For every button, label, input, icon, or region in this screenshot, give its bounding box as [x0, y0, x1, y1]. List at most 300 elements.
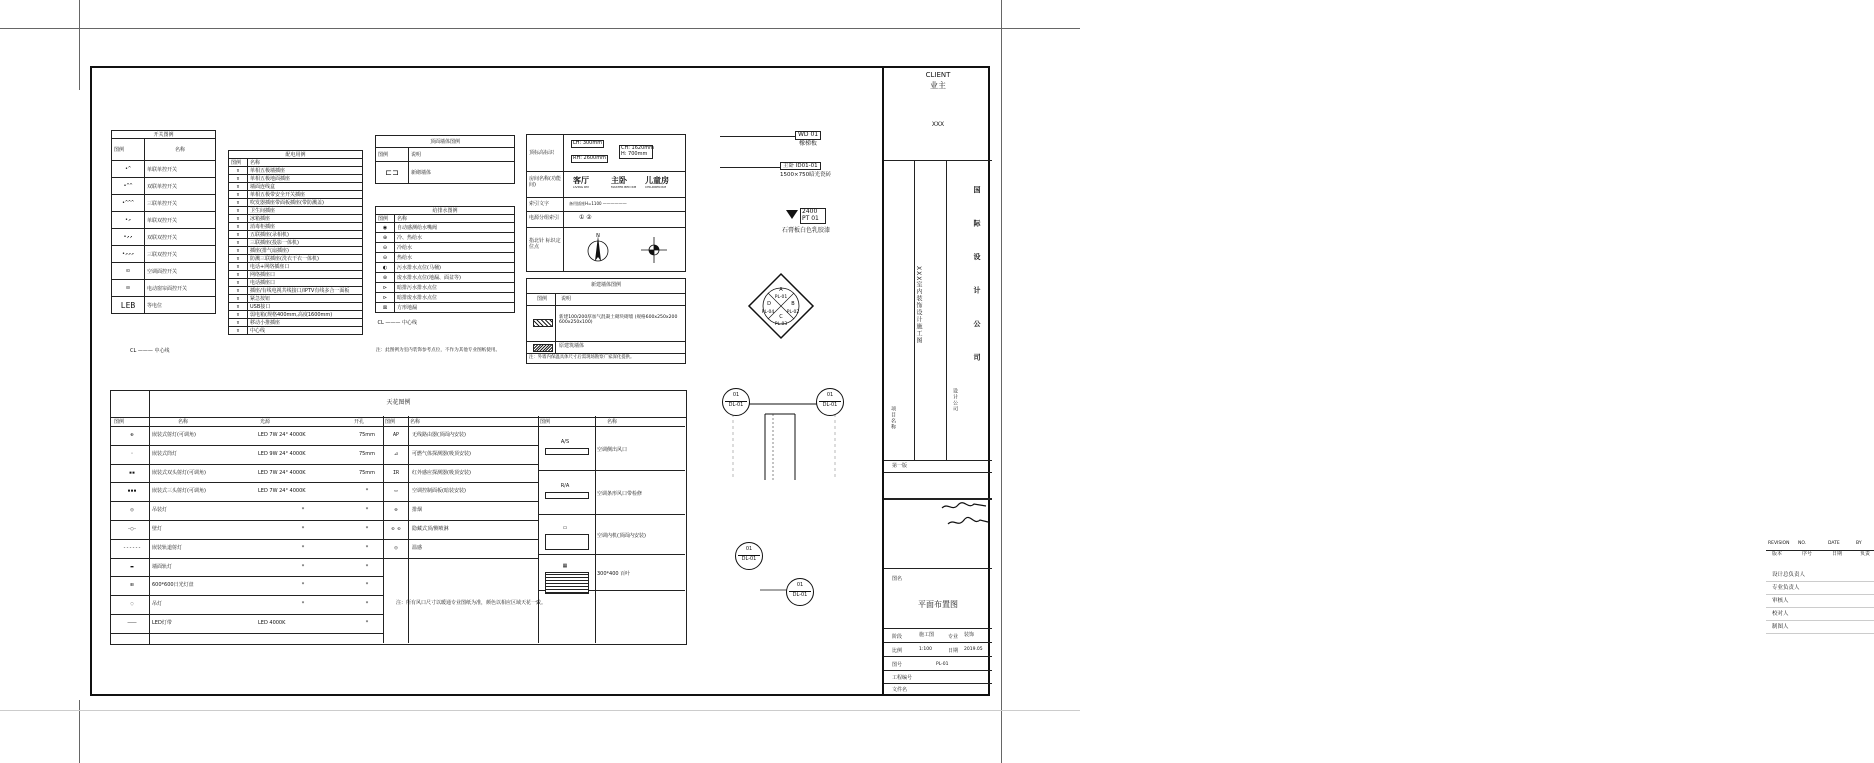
light-name: LED灯带 [152, 620, 172, 626]
revision-header-cn: 版本 [1772, 551, 1783, 557]
legend-name: 消毒柜插座 [248, 223, 363, 231]
index-label: 电源分组索引 [529, 215, 560, 221]
room-name-en: LIVING RM [573, 185, 589, 189]
vent-symbol: R/A [560, 483, 570, 489]
revision-header-cn: 负责 [1860, 551, 1871, 557]
light-symbol: ▪▪▪ [127, 488, 137, 495]
legend-name: 单相五极墙插座 [248, 167, 363, 175]
light-symbol: ——— [127, 620, 137, 626]
finish-code: 2400 PT 01 [800, 208, 826, 224]
device-symbol: ◎ [394, 544, 398, 551]
table-row [229, 303, 363, 311]
light-hole: 75mm [358, 469, 376, 476]
role-label: 制图人 [1772, 624, 1789, 630]
legend-name: 原建筑墙体 [559, 343, 585, 349]
role-label: 专业负责人 [1772, 585, 1800, 591]
elevation-tag: PL-03 [774, 322, 788, 327]
header: 图例 [112, 139, 145, 161]
table-row [229, 255, 363, 263]
light-source: LED 7W 24° 4000K [258, 488, 306, 495]
lighting-legend-title: 天花图例 [386, 399, 411, 406]
lighting-header: 图例 [540, 419, 551, 425]
section-ref: DL-01 [741, 556, 757, 562]
legend-symbol: ⊼ [229, 223, 248, 231]
project-label: 项目名称 [890, 406, 896, 430]
legend-name: 方形地漏 [395, 303, 515, 313]
legend-symbol: ⊼ [229, 319, 248, 327]
table-row [112, 263, 216, 280]
legend-name: 五联插座(录相机) [248, 231, 363, 239]
datum-point-icon [639, 235, 669, 265]
elevation-index-symbol [748, 273, 814, 339]
light-source: * [301, 582, 305, 589]
revision-header: REVISION [1768, 541, 1790, 546]
legend-symbol: LEB [112, 297, 145, 314]
table-row [229, 231, 363, 239]
table-row [112, 195, 216, 212]
light-source: * [301, 601, 305, 608]
new-wall-note: 注：外墙内保温具体尺寸后需现场勘察广家深化提供。 [529, 355, 635, 360]
device-symbol: ⊖ [394, 507, 398, 514]
legend-symbol: ⊛ [376, 273, 395, 283]
hatch-swatch [533, 319, 553, 327]
light-symbol: ◎ [130, 507, 134, 514]
table-row [376, 303, 515, 313]
section-number: 01 [826, 392, 834, 398]
vent-graphic [545, 492, 589, 499]
header: 名称 [248, 159, 363, 167]
drawing-title: 平面布置图 [918, 600, 958, 609]
client-label: 业主 [930, 81, 946, 90]
table-row [229, 271, 363, 279]
table-row [229, 183, 363, 191]
legend-symbol: •^ [112, 161, 145, 178]
elevation-tag: PL-02 [786, 310, 800, 315]
revision-header-cn: 日期 [1832, 551, 1843, 557]
power-legend [228, 150, 363, 335]
table-row [229, 319, 363, 327]
legend-name: 暗排废水排水点位 [395, 293, 515, 303]
revision-header-cn: 序号 [1802, 551, 1813, 557]
header: 名称 [395, 215, 515, 223]
signature-icon [940, 500, 990, 530]
room-name: 儿童房 [645, 176, 669, 185]
scale-value: 1:100 [919, 647, 932, 652]
header: 说明 [561, 296, 572, 302]
legend-name: 冷、热给水 [395, 233, 515, 243]
table-row [229, 207, 363, 215]
light-hole: 75mm [358, 450, 376, 457]
table-row [229, 175, 363, 183]
light-hole: * [365, 507, 369, 514]
light-hole: * [365, 544, 369, 551]
header: 图例 [229, 159, 248, 167]
legend-symbol: ⊠ [376, 303, 395, 313]
light-source: * [301, 526, 305, 532]
table-row [376, 293, 515, 303]
table-row [229, 167, 363, 175]
revision-header: DATE [1828, 541, 1840, 546]
table-row [112, 161, 216, 178]
legend-name: 插座(排气扇插座) [248, 247, 363, 255]
elevation-tag: C [779, 314, 783, 320]
table-row [112, 280, 216, 297]
legend-symbol: ⊼ [229, 247, 248, 255]
light-source: * [301, 563, 305, 570]
table-row [376, 243, 515, 253]
light-symbol: ◦ [130, 450, 134, 457]
legend-name: 单相五极地面插座 [248, 175, 363, 183]
header: 图例 [376, 215, 395, 223]
elevation-tag: PL-01 [774, 295, 788, 300]
room-name: 客厅 [573, 176, 589, 185]
table-row [376, 223, 515, 233]
index-label: 房间名称(功能间) [529, 176, 561, 188]
drawing-no-label: 图号 [892, 662, 903, 668]
lighting-header: 图例 [385, 419, 396, 425]
finish-code: WD 01 [795, 131, 821, 140]
light-hole: * [365, 526, 369, 532]
new-wall-legend-title: 新建墙体图例 [590, 282, 621, 288]
legend-symbol: ⊖ [376, 253, 395, 263]
table-row [229, 263, 363, 271]
lighting-header: 名称 [410, 419, 421, 425]
sheet-guide-bottom [0, 710, 1080, 711]
index-label: 索引文字 [529, 201, 550, 207]
legend-name: 新建100/200厚加气混凝土砌块砌墙 (规格600x250x200 600x250x100) [559, 315, 678, 326]
vent-graphic [545, 448, 589, 455]
lighting-legend [110, 390, 687, 645]
project-no-label: 工程编号 [892, 675, 913, 681]
lighting-note: 注：所有风口尺寸以暖通专业图纸为准，颜色以相应区域天花一致。 [396, 600, 547, 606]
section-ref: DL-01 [728, 402, 744, 408]
legend-name: 插座/有线电视共线接口/IPTV有线多合一面板 [248, 287, 363, 295]
stage-value: 施工图 [919, 632, 935, 638]
legend-name: 弱电箱(规格400mm,高度1600mm) [248, 311, 363, 319]
light-hole: * [365, 582, 369, 589]
switch-legend-title: 开关图例 [112, 131, 216, 139]
legend-name: 移动小推插座 [248, 319, 363, 327]
legend-symbol: ⊼ [229, 231, 248, 239]
lighting-header: 名称 [607, 419, 618, 425]
device-name: 空调控制面板(暗装安装) [412, 488, 466, 495]
table-row [229, 279, 363, 287]
section-ref: DL-01 [822, 402, 838, 408]
sheet-guide-right [1001, 0, 1002, 763]
legend-name: 三联单控开关 [145, 195, 216, 212]
legend-name: 吹发器插座带面板插座(带防溅盖) [248, 199, 363, 207]
vent-name: 空调内机(顶面内安装) [597, 533, 646, 539]
legend-name: 单相五极带安全开关插座 [248, 191, 363, 199]
table-row [229, 215, 363, 223]
light-hole: * [365, 488, 369, 495]
room-name-en: MASTER BED RM [611, 185, 637, 189]
table-row [112, 212, 216, 229]
finish-name: 1500×750暗光瓷砖 [780, 172, 832, 178]
light-symbol: ------ [122, 544, 142, 551]
light-hole: * [365, 563, 369, 570]
legend-name: 墙面连线盒 [248, 183, 363, 191]
legend-name: 网络插座口 [248, 271, 363, 279]
device-name: 温感 [412, 544, 423, 551]
room-name-en: CHILDREN RM [645, 185, 667, 189]
legend-name: 电话+网络插座口 [248, 263, 363, 271]
client-label-en: CLIENT [925, 71, 951, 79]
north-arrow-icon [587, 231, 609, 267]
table-row [229, 295, 363, 303]
legend-symbol: ⊼ [229, 191, 248, 199]
device-symbol: IR [392, 469, 400, 476]
table-row [229, 247, 363, 255]
role-label: 设计总负责人 [1772, 572, 1806, 578]
device-name: 红外感应探测器(吸顶安装) [412, 469, 471, 476]
legend-symbol: •^^ [112, 178, 145, 195]
design-company: 国 际 设 计 公 司 [973, 186, 981, 373]
legend-name: 电话插座口 [248, 279, 363, 287]
light-name: 嵌装式双头射灯(可调角) [152, 469, 206, 476]
light-hole: * [365, 601, 369, 608]
lighting-header: 开孔 [354, 419, 365, 425]
legend-symbol: ⊼ [229, 287, 248, 295]
vent-name: 300*400 百叶 [597, 571, 631, 577]
device-name: 隐藏式顶/侧喷淋 [412, 526, 449, 532]
index-label: 指北针 标识定位点 [529, 238, 561, 250]
table-row [376, 273, 515, 283]
light-source: * [301, 507, 305, 514]
legend-symbol: ⊳ [376, 293, 395, 303]
section-marker [735, 542, 763, 570]
legend-symbol: ⊡ [112, 263, 145, 280]
legend-name: 电动窗帘面控开关 [145, 280, 216, 297]
section-ref: DL-01 [792, 592, 808, 598]
legend-name: 双联单控开关 [145, 178, 216, 195]
legend-symbol: ⊟ [112, 280, 145, 297]
drainage-legend-title: 给排水图例 [376, 207, 515, 215]
vent-name: 空调侧出风口 [597, 447, 628, 453]
height-tag-pair: CH: 1620mm H: 700mm [621, 145, 654, 157]
legend-name: 废水排水点位(地漏、面盆等) [395, 273, 515, 283]
legend-name: 防溅三联插座(洗衣干衣一体机) [248, 255, 363, 263]
index-text: ① ② [579, 214, 592, 221]
table-row [112, 297, 216, 314]
legend-name: 双联双控开关 [145, 229, 216, 246]
table-row [229, 327, 363, 335]
device-symbol: ▭ [394, 488, 398, 495]
table-row [229, 199, 363, 207]
legend-symbol: ⊼ [229, 239, 248, 247]
legend-symbol: ⊼ [229, 255, 248, 263]
legend-symbol: ⊼ [229, 167, 248, 175]
height-tag: LH: 300mm [573, 140, 603, 146]
lighting-header: 光源 [260, 419, 271, 425]
light-symbol: ▪▪ [128, 469, 136, 476]
legend-name: 单联双控开关 [145, 212, 216, 229]
vent-symbol: ▭ [562, 525, 568, 531]
legend-symbol: ⊼ [229, 311, 248, 319]
index-label: 顶标高标识 [529, 150, 555, 156]
title-block [882, 66, 1871, 696]
light-symbol: -○- [127, 526, 137, 532]
header: 名称 [145, 139, 216, 161]
table-row [112, 178, 216, 195]
legend-name: 单联单控开关 [145, 161, 216, 178]
wall-line-legend-title: 顶面墙体图例 [376, 136, 515, 148]
legend-symbol: ⊏⊐ [376, 162, 409, 184]
legend-name: 冷给水 [395, 243, 515, 253]
vent-symbol: A/S [560, 439, 570, 445]
light-symbol: ▬ [130, 563, 134, 570]
legend-symbol: ⊳ [376, 283, 395, 293]
table-row [112, 246, 216, 263]
legend-name: USB接口 [248, 303, 363, 311]
legend-name: 污水排水点位(马桶) [395, 263, 515, 273]
light-source: LED 7W 24° 4000K [258, 469, 306, 476]
vent-name: 空调条形风口带检修 [597, 491, 643, 497]
elevation-tag: PL-04 [761, 310, 775, 315]
drainage-note: 注：此图例为室内装饰参考点位，不作为其他专业图纸使用。 [376, 348, 501, 353]
switch-legend-footer: CL ——— 中心线 [130, 348, 170, 354]
device-name: 无线路由器(顶面内安装) [412, 432, 466, 438]
legend-symbol: ⊖ [376, 243, 395, 253]
legend-symbol: ◉ [376, 223, 395, 233]
light-source: LED 7W 24° 4000K [258, 432, 306, 438]
date-value: 2019.05 [964, 647, 983, 652]
finish-code: 主卧 ID01-01 [780, 162, 821, 170]
device-symbol: ⊿ [393, 450, 399, 457]
legend-symbol: ⊼ [229, 303, 248, 311]
section-marker [722, 388, 750, 416]
light-symbol: ⊕ [130, 432, 134, 438]
wall-line-legend [375, 135, 515, 184]
legend-name: 自动感测给水嘴阀 [395, 223, 515, 233]
light-source: LED 4000K [258, 620, 286, 626]
light-name: 壁灯 [152, 526, 163, 532]
drawing-title-label: 图名 [892, 576, 903, 582]
lighting-header: 名称 [178, 419, 189, 425]
vent-graphic [545, 572, 589, 594]
legend-symbol: ⊼ [229, 327, 248, 335]
legend-symbol: ⊼ [229, 215, 248, 223]
table-row [376, 283, 515, 293]
svg-text:N: N [596, 233, 600, 239]
legend-name: 卫生间插座 [248, 207, 363, 215]
light-hole: 75mm [358, 432, 376, 438]
device-name: 可燃气体探测器(吸顶安装) [412, 450, 471, 457]
table-row [376, 263, 515, 273]
new-wall-legend [526, 278, 686, 364]
section-number: 01 [732, 392, 740, 398]
legend-name: 三联双控开关 [145, 246, 216, 263]
file-label: 文件名 [892, 687, 908, 693]
legend-symbol: •^^^ [112, 195, 145, 212]
legend-name: 等电位 [145, 297, 216, 314]
designer-label: 设计公司 [952, 388, 958, 412]
legend-name: 热给水 [395, 253, 515, 263]
finish-name: 橡梯板 [799, 140, 818, 147]
room-name: 主卧 [611, 176, 627, 185]
role-label: 校对人 [1772, 611, 1789, 617]
light-name: 吊灯 [152, 601, 163, 608]
legend-symbol: ◐ [376, 263, 395, 273]
legend-symbol: ⊼ [229, 279, 248, 287]
light-name: 嵌装式射灯(可调角) [152, 432, 196, 438]
legend-name: 冰箱插座 [248, 215, 363, 223]
client-name: XXX [931, 121, 945, 128]
light-source: * [301, 544, 305, 551]
index-text: 备用插座H=1100 —————— [569, 201, 627, 206]
legend-symbol: •↗↗ [112, 229, 145, 246]
role-label: 审核人 [1772, 598, 1789, 604]
drainage-legend [375, 206, 515, 333]
height-tag: RH: 2600mm [573, 155, 606, 161]
scale-label: 比例 [892, 648, 903, 654]
legend-symbol: ⊼ [229, 271, 248, 279]
date-label: 日期 [948, 648, 959, 654]
section-marker [816, 388, 844, 416]
light-name: 600*600日光灯盘 [152, 582, 194, 589]
power-legend-title: 配电用例 [229, 151, 363, 159]
section-marker [786, 578, 814, 606]
light-name: 墙面轨灯 [152, 563, 173, 570]
drainage-footer: CL ——— 中心线 [377, 320, 417, 327]
legend-symbol: ⊼ [229, 183, 248, 191]
header: 说明 [409, 148, 515, 162]
table-row [229, 287, 363, 295]
legend-name: 暗排污水排水点位 [395, 283, 515, 293]
discipline-value: 装饰 [964, 632, 975, 638]
table-row [229, 223, 363, 231]
elevation-tag: A [779, 287, 783, 293]
header: 图例 [376, 148, 409, 162]
table-row [376, 233, 515, 243]
table-row [229, 239, 363, 247]
legend-symbol: ⊼ [229, 207, 248, 215]
hatch-swatch [533, 344, 553, 352]
vent-symbol: ▦ [562, 563, 568, 569]
legend-symbol: •↗ [112, 212, 145, 229]
revision-label: 第一版 [892, 463, 908, 469]
level-triangle-icon [786, 210, 798, 220]
legend-name: 紧急按钮 [248, 295, 363, 303]
legend-name: 空调面控开关 [145, 263, 216, 280]
legend-symbol: ⊕ [376, 233, 395, 243]
device-name: 排烟 [412, 507, 423, 514]
revision-header: NO. [1798, 541, 1807, 546]
switch-legend [111, 130, 216, 314]
light-symbol: ⊞ [130, 582, 134, 589]
table-row [376, 253, 515, 263]
elevation-tag: B [791, 301, 795, 307]
legend-name: 三联插座(投影一体机) [248, 239, 363, 247]
elevation-tag: D [767, 301, 771, 307]
light-name: 吊装灯 [152, 507, 168, 514]
vent-graphic [545, 534, 589, 550]
legend-symbol: ⊼ [229, 199, 248, 207]
light-name: 嵌装式筒灯 [152, 450, 178, 457]
stage-label: 阶段 [892, 634, 903, 640]
finish-name: 石膏板白色乳胶漆 [782, 227, 831, 234]
sheet-guide-left [79, 0, 80, 90]
drawing-no: PL-01 [936, 662, 949, 667]
legend-symbol: ⊼ [229, 295, 248, 303]
light-name: 嵌装轨道射灯 [152, 544, 183, 551]
legend-name: 新砌墙体 [409, 162, 515, 184]
section-number: 01 [796, 582, 804, 588]
project-name: XXX室内装饰设计施工图 [915, 266, 922, 345]
sheet-guide-top [0, 28, 1080, 29]
lighting-header: 图例 [114, 419, 125, 425]
table-row [229, 191, 363, 199]
